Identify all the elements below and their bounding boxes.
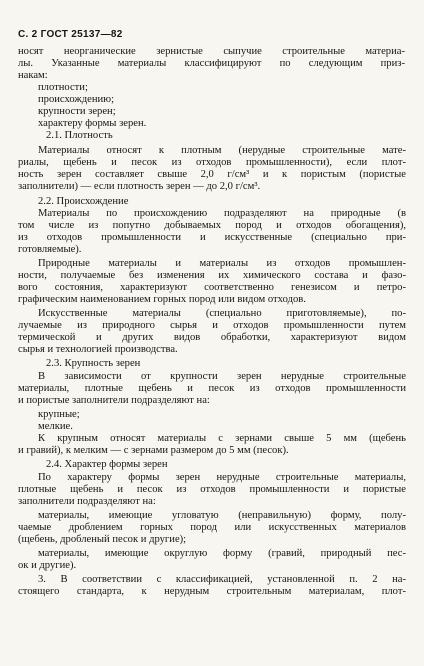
text-line: крупные;: [38, 409, 80, 420]
text-line: 2.4. Характер формы зерен: [46, 459, 168, 470]
text-line: и гравий), к мелким — с зернами размером до 5 мм (песок).: [18, 445, 289, 456]
text-line: накам:: [18, 70, 48, 81]
text-line: и пористые заполнители подразделяют на:: [18, 395, 210, 406]
text-line: К крупным относят материалы с зернами свыше 5 мм (щебень: [38, 433, 406, 444]
text-line: Искусственные материалы (специально приготовляемые), по-: [38, 308, 406, 319]
text-line: заполнители подразделяют на:: [18, 496, 156, 507]
text-line: плотности;: [38, 82, 88, 93]
text-line: Материалы относят к плотным (нерудные строительные мате-: [38, 145, 406, 156]
text-line: ок и другие).: [18, 560, 77, 571]
text-line: том числе из попутно добываемых пород и отходов обогащения),: [18, 220, 406, 231]
text-line: материалы, плотные щебень и песок из отходов промышленности: [18, 383, 406, 394]
text-line: ности, получаемые без изменения их химического состава и фазо-: [18, 270, 406, 281]
text-line: материалы, имеющие округлую форму (гравий, природный пес-: [38, 548, 406, 559]
text-line: риалы, щебень и песок из отходов промышленности), если плот-: [18, 157, 406, 168]
text-line: чаемые дроблением горных пород или искусственных материалов: [18, 522, 406, 533]
text-line: Природные материалы и материалы из отходов промышлен-: [38, 258, 406, 269]
text-line: сырья и технологией производства.: [18, 344, 178, 355]
text-line: из отходов промышленности и искусственные (специально при-: [18, 232, 406, 243]
text-line: По характеру формы зерен нерудные строительные материалы,: [38, 472, 406, 483]
text-line: Материалы по происхождению подразделяют на природные (в: [38, 208, 406, 219]
text-line: 2.3. Крупность зерен: [46, 358, 141, 369]
text-line: 2.2. Происхождение: [38, 196, 129, 207]
text-line: плотные щебень и песок из отходов промышленности и пористые: [18, 484, 406, 495]
text-line: материалы, имеющие угловатую (неправильную) форму, полу-: [38, 510, 406, 521]
text-line: 3. В соответствии с классификацией, установленной п. 2 на-: [38, 574, 406, 585]
text-line: графическим наименованием горных пород или видом отходов.: [18, 294, 306, 305]
text-line: стоящего стандарта, к нерудным строительным материалам, плот-: [18, 586, 406, 597]
text-line: носят неорганические зернистые сыпучие строительные материа-: [18, 46, 405, 57]
text-line: готовляемые).: [18, 244, 82, 255]
text-line: крупности зерен;: [38, 106, 116, 117]
text-line: мелкие.: [38, 421, 73, 432]
text-line: 2.1. Плотность: [46, 130, 113, 141]
text-line: вого состояния, характеризуют соответственно генезисом и петро-: [18, 282, 406, 293]
text-line: термической и других видов обработки, характеризуют видом: [18, 332, 406, 343]
text-line: заполнители) — если плотность зерен — до 2,0 г/см³.: [18, 181, 261, 192]
text-line: ность зерен составляет свыше 2,0 г/см³ и к пористым (пористые: [18, 169, 406, 180]
text-line: В зависимости от крупности зерен нерудные строительные: [38, 371, 406, 382]
text-line: (щебень, дробленый песок и другие);: [18, 534, 187, 545]
text-line: лучаемые из природного сырья и отходов промышленности путем: [18, 320, 406, 331]
text-line: характеру формы зерен.: [38, 118, 147, 129]
text-line: происхождению;: [38, 94, 115, 105]
page-header: С. 2 ГОСТ 25137—82: [18, 29, 123, 40]
text-line: лы. Указанные материалы классифицируют по следующим приз-: [18, 58, 405, 69]
